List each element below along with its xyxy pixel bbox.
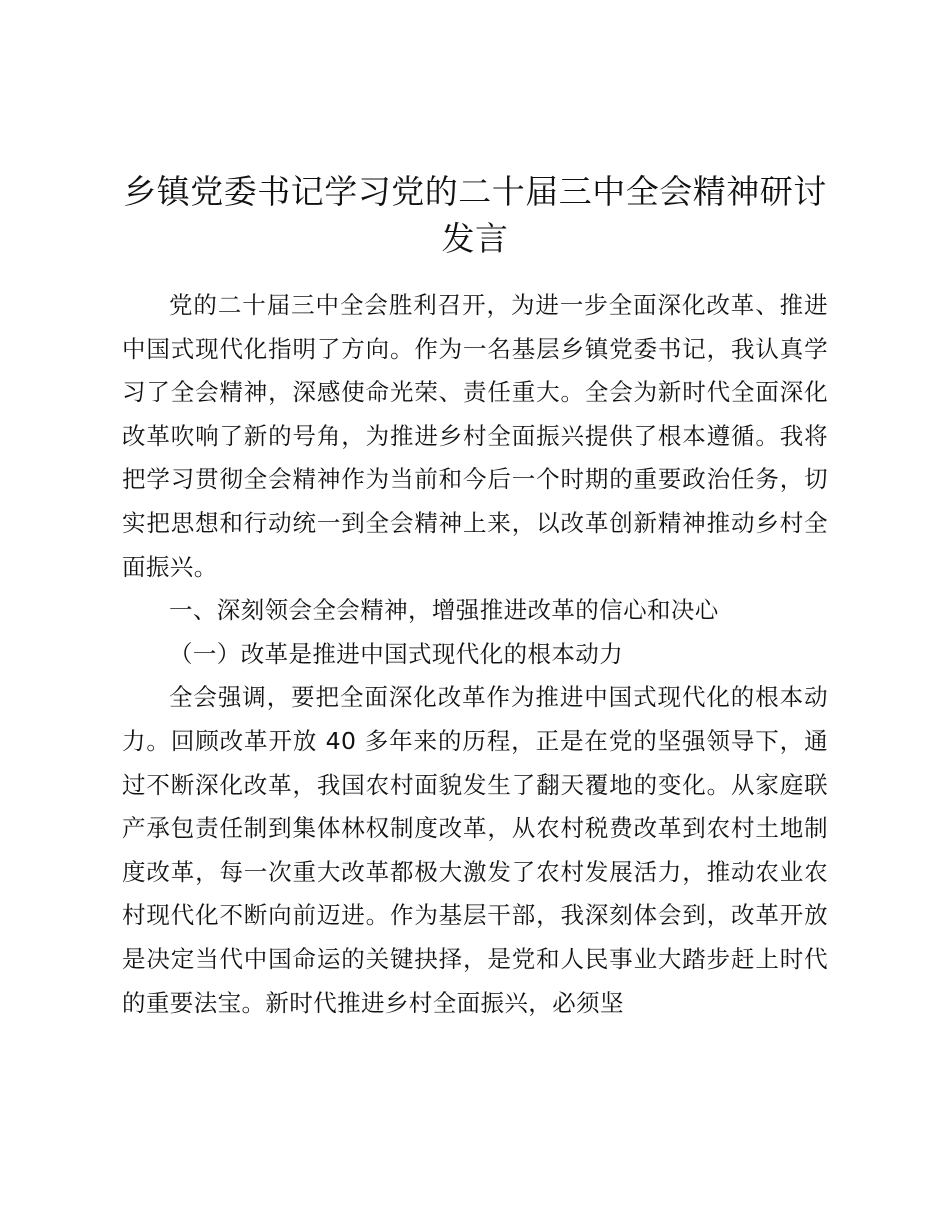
intro-paragraph: 党的二十届三中全会胜利召开，为进一步全面深化改革、推进中国式现代化指明了方向。作为一名基层乡镇党委书记，我认真学习了全会精神，深感使命光荣、责任重大。全会为新时代全面深化改革吹响了新的号角，为推进乡村全面振兴提供了根本遵循。我将把学习贯彻全会精神作为当前和今后一个时期的重要政治任务，切实把思想和行动统一到全会精神上来，以改革创新精神推动乡村全面振兴。 — [122, 291, 828, 581]
section-heading: 一、深刻领会全会精神，增强推进改革的信心和决心 — [169, 596, 719, 625]
subsection-paragraph: 全会强调，要把全面深化改革作为推进中国式现代化的根本动力。回顾改革开放 40 多年来的历程，正是在党的坚强领导下，通过不断深化改革，我国农村面貌发生了翻天覆地的变化。从家庭联产承包责任制到集体林权制度改革，从农村税费改革到农村土地制度改革，每一次重大改革都极大激发了农村发展活力，推动农业农村现代化不断向前迈进。作为基层干部，我深刻体会到，改革开放是决定当代中国命运的关键抉择，是党和人民事业大踏步赶上时代的重要法宝。新时代推进乡村全面振兴，必须坚 — [122, 683, 828, 1017]
document-body — [122, 284, 828, 1025]
subsection-heading: （一）改革是推进中国式现代化的根本动力 — [169, 639, 624, 668]
document-title: 乡镇党委书记学习党的二十届三中全会精神研讨发言 — [123, 172, 827, 258]
